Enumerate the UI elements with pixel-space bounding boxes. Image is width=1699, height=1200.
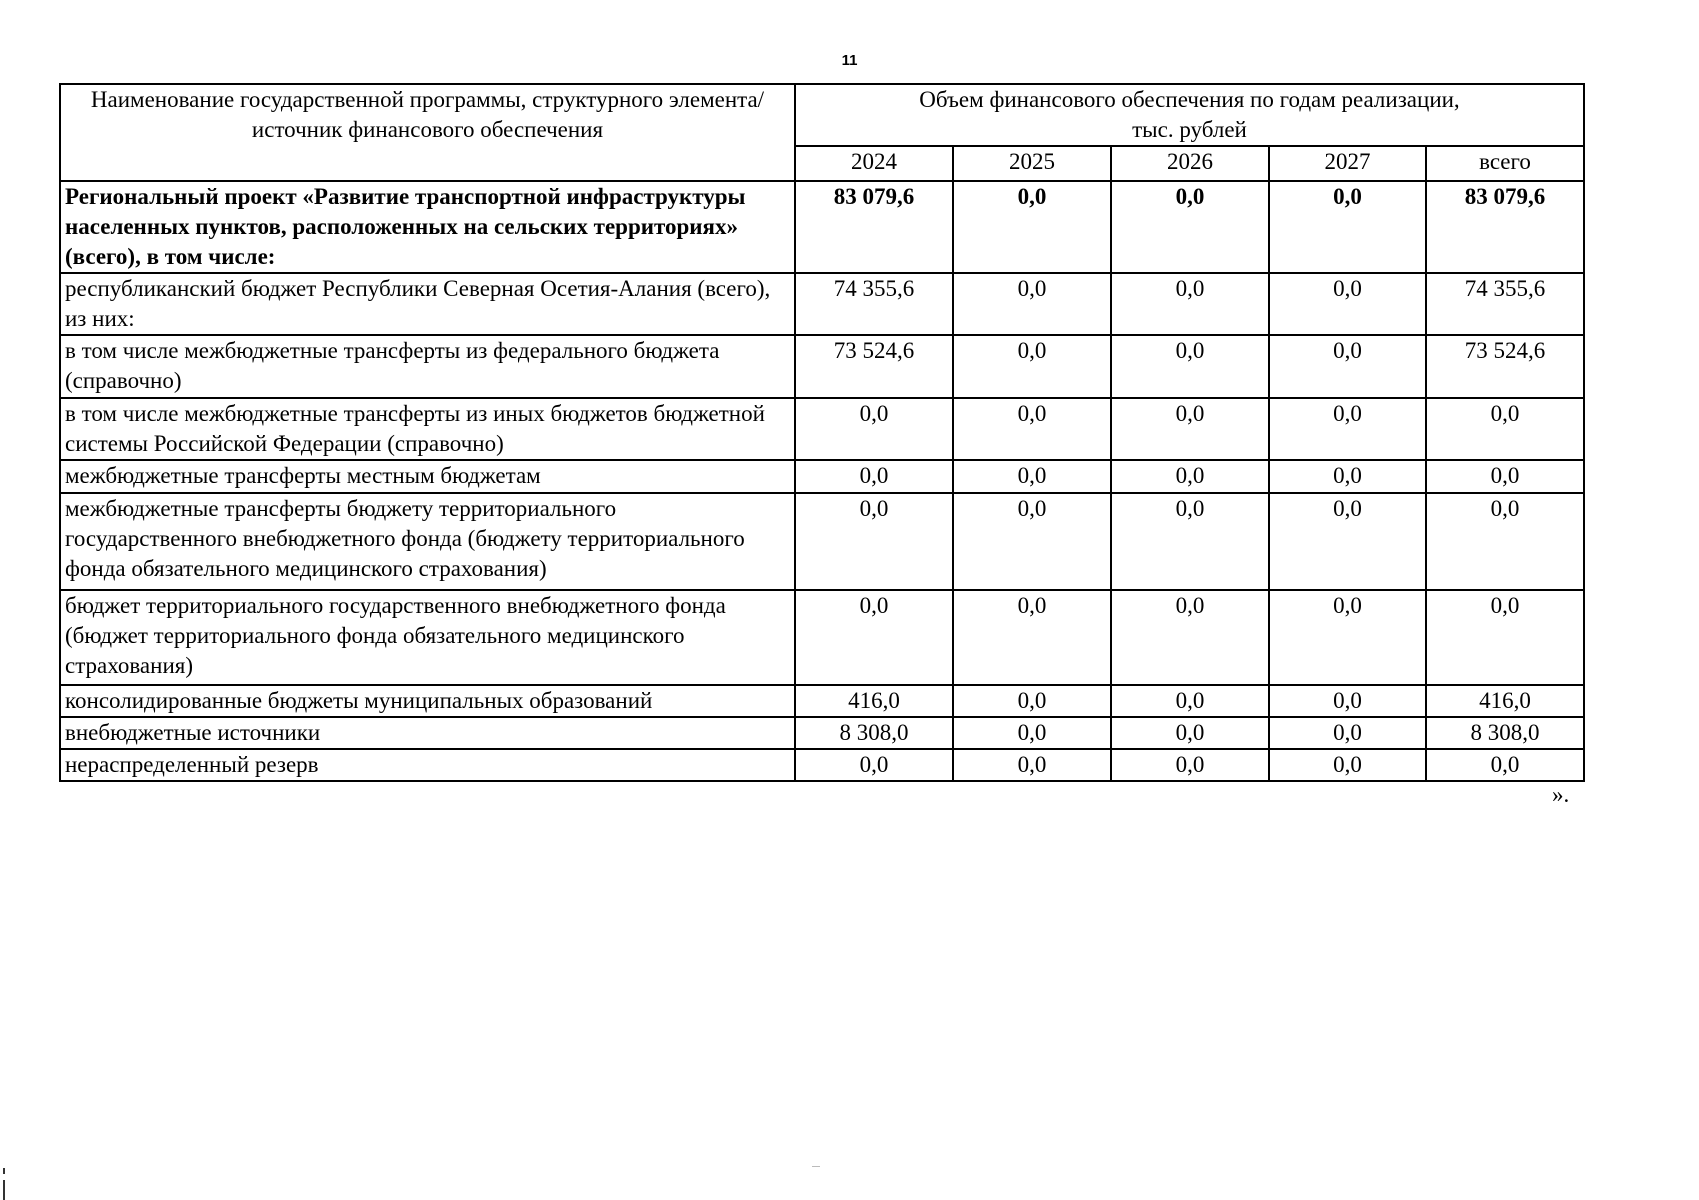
row-value-2024: 416,0: [795, 685, 953, 717]
table-row: [60, 590, 1584, 685]
row-value-2025: 0,0: [953, 685, 1111, 717]
header-volume-line2: тыс. рублей: [1132, 117, 1247, 142]
row-value-2026: 0,0: [1111, 717, 1269, 749]
financing-table: [59, 83, 1585, 782]
row-value-2026: 0,0: [1111, 398, 1269, 460]
row-value-2024: 73 524,6: [795, 335, 953, 398]
row-value-2027: 0,0: [1269, 717, 1426, 749]
row-value-2024: 74 355,6: [795, 273, 953, 335]
row-value-total: 0,0: [1426, 590, 1584, 685]
row-value-total: 0,0: [1426, 460, 1584, 493]
closing-quote: ».: [1552, 782, 1570, 807]
row-value-2027: 0,0: [1269, 335, 1426, 398]
row-value-total: 0,0: [1426, 398, 1584, 460]
row-value-total: 73 524,6: [1426, 335, 1584, 398]
row-name: межбюджетные трансферты бюджету территориального государственного внебюджетного фонда (бюджету территориального фонда обязательного медицинского страхования): [60, 493, 795, 590]
table-body: [60, 181, 1584, 781]
row-value-2026: 0,0: [1111, 273, 1269, 335]
row-name: в том числе межбюджетные трансферты из федерального бюджета (справочно): [60, 335, 795, 398]
row-name: бюджет территориального государственного внебюджетного фонда (бюджет территориального фонда обязательного медицинского страхования): [60, 590, 795, 685]
row-value-2027: 0,0: [1269, 460, 1426, 493]
header-total: всего: [1426, 146, 1584, 181]
row-value-2025: 0,0: [953, 460, 1111, 493]
table-row: [60, 717, 1584, 749]
header-name-column: Наименование государственной программы, структурного элемента/источник финансового обеспечения: [60, 84, 795, 181]
row-value-2027: 0,0: [1269, 590, 1426, 685]
page-number: 11: [841, 52, 858, 69]
margin-mark: [3, 1180, 5, 1200]
row-name: республиканский бюджет Республики Северная Осетия-Алания (всего), из них:: [60, 273, 795, 335]
row-value-2026: 0,0: [1111, 685, 1269, 717]
table-row: [60, 181, 1584, 273]
row-value-2025: 0,0: [953, 749, 1111, 781]
header-year-2027: 2027: [1269, 146, 1426, 181]
row-name: Региональный проект «Развитие транспортной инфраструктуры населенных пунктов, расположенных на сельских территориях» (всего), в том числе:: [60, 181, 795, 273]
row-value-2025: 0,0: [953, 590, 1111, 685]
table-row: [60, 493, 1584, 590]
scan-mark: [812, 1166, 820, 1167]
row-value-2025: 0,0: [953, 398, 1111, 460]
row-value-2025: 0,0: [953, 273, 1111, 335]
row-value-2026: 0,0: [1111, 590, 1269, 685]
row-value-2024: 83 079,6: [795, 181, 953, 273]
row-value-2024: 8 308,0: [795, 717, 953, 749]
row-value-2026: 0,0: [1111, 460, 1269, 493]
row-value-2027: 0,0: [1269, 181, 1426, 273]
row-value-total: 74 355,6: [1426, 273, 1584, 335]
header-year-2024: 2024: [795, 146, 953, 181]
row-value-2027: 0,0: [1269, 273, 1426, 335]
row-value-2024: 0,0: [795, 749, 953, 781]
row-name: в том числе межбюджетные трансферты из иных бюджетов бюджетной системы Российской Федерации (справочно): [60, 398, 795, 460]
table-row: [60, 335, 1584, 398]
row-value-total: 0,0: [1426, 493, 1584, 590]
table-row: [60, 398, 1584, 460]
row-value-2027: 0,0: [1269, 685, 1426, 717]
row-value-2025: 0,0: [953, 717, 1111, 749]
row-value-2025: 0,0: [953, 181, 1111, 273]
row-value-2024: 0,0: [795, 590, 953, 685]
margin-mark: [3, 1168, 5, 1174]
row-value-2024: 0,0: [795, 493, 953, 590]
row-value-total: 8 308,0: [1426, 717, 1584, 749]
table-row: [60, 749, 1584, 781]
row-value-2026: 0,0: [1111, 335, 1269, 398]
row-value-2026: 0,0: [1111, 493, 1269, 590]
header-year-2026: 2026: [1111, 146, 1269, 181]
row-value-2024: 0,0: [795, 460, 953, 493]
row-value-total: 83 079,6: [1426, 181, 1584, 273]
row-value-2027: 0,0: [1269, 398, 1426, 460]
table-header-row: [60, 84, 1584, 146]
header-volume-column: [795, 84, 1584, 146]
header-year-2025: 2025: [953, 146, 1111, 181]
row-name: нераспределенный резерв: [60, 749, 795, 781]
row-name: межбюджетные трансферты местным бюджетам: [60, 460, 795, 493]
row-value-2027: 0,0: [1269, 749, 1426, 781]
row-value-total: 416,0: [1426, 685, 1584, 717]
header-volume-line1: Объем финансового обеспечения по годам реализации,: [919, 87, 1460, 112]
row-name: консолидированные бюджеты муниципальных образований: [60, 685, 795, 717]
row-value-2024: 0,0: [795, 398, 953, 460]
table-row: [60, 685, 1584, 717]
row-value-2025: 0,0: [953, 493, 1111, 590]
row-name: внебюджетные источники: [60, 717, 795, 749]
row-value-total: 0,0: [1426, 749, 1584, 781]
table-row: [60, 460, 1584, 493]
row-value-2027: 0,0: [1269, 493, 1426, 590]
row-value-2026: 0,0: [1111, 181, 1269, 273]
row-value-2025: 0,0: [953, 335, 1111, 398]
table-row: [60, 273, 1584, 335]
row-value-2026: 0,0: [1111, 749, 1269, 781]
